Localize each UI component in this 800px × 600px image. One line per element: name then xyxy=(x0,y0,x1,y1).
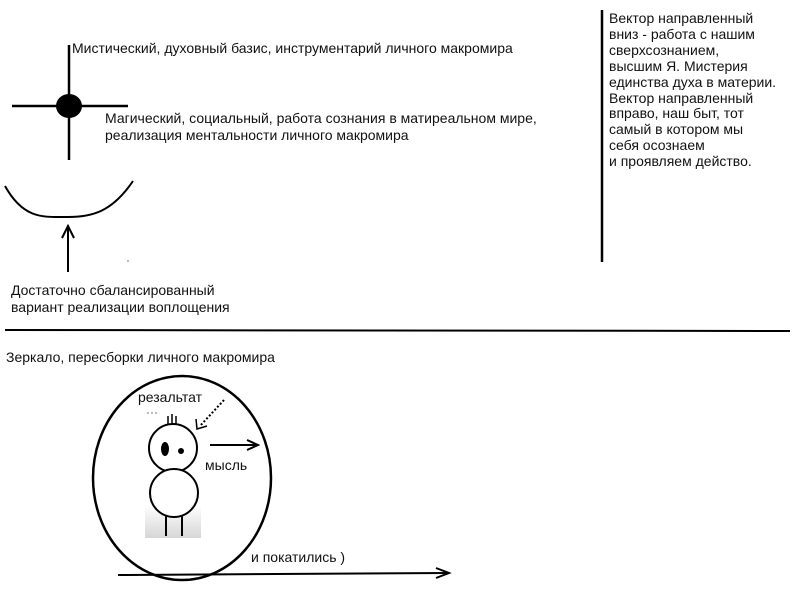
bottom-arrow xyxy=(118,568,449,578)
thought-label: мысль xyxy=(205,457,248,473)
up-arrow xyxy=(62,226,74,272)
stray-dot xyxy=(127,260,129,262)
result-dots xyxy=(147,412,156,413)
bowl-curve xyxy=(5,181,133,217)
thought-arrow xyxy=(210,440,258,450)
figure-body xyxy=(150,469,198,517)
figure-eye-small xyxy=(178,448,184,454)
cross-center-dot xyxy=(56,94,82,118)
vector-note: Вектор направленный вниз - работа с нашим сверхсознанием, высшим Я. Мистерия единства духа в материи. Вектор направленный вправо, наш быт, тот самый в котором мы себя осознаем и проявляем действо. xyxy=(609,10,777,170)
figure-head xyxy=(149,424,197,472)
figure-eye xyxy=(161,442,169,456)
stick-figure xyxy=(145,414,201,538)
horizontal-divider-line xyxy=(5,330,790,331)
magic-label: Магический, социальный, работа сознания в матиреальном мире, реализация ментальности личного макромира xyxy=(105,110,537,143)
mystic-label: Мистический, духовный базис, инструментарий личного макромира xyxy=(72,40,513,56)
result-label: резальтат xyxy=(138,389,202,405)
mirror-title: Зеркало, пересборки личного макромира xyxy=(6,349,275,365)
rolled-label: и покатились ) xyxy=(251,549,346,565)
balanced-label: Достаточно сбалансированный вариант реализации воплощения xyxy=(11,282,230,315)
